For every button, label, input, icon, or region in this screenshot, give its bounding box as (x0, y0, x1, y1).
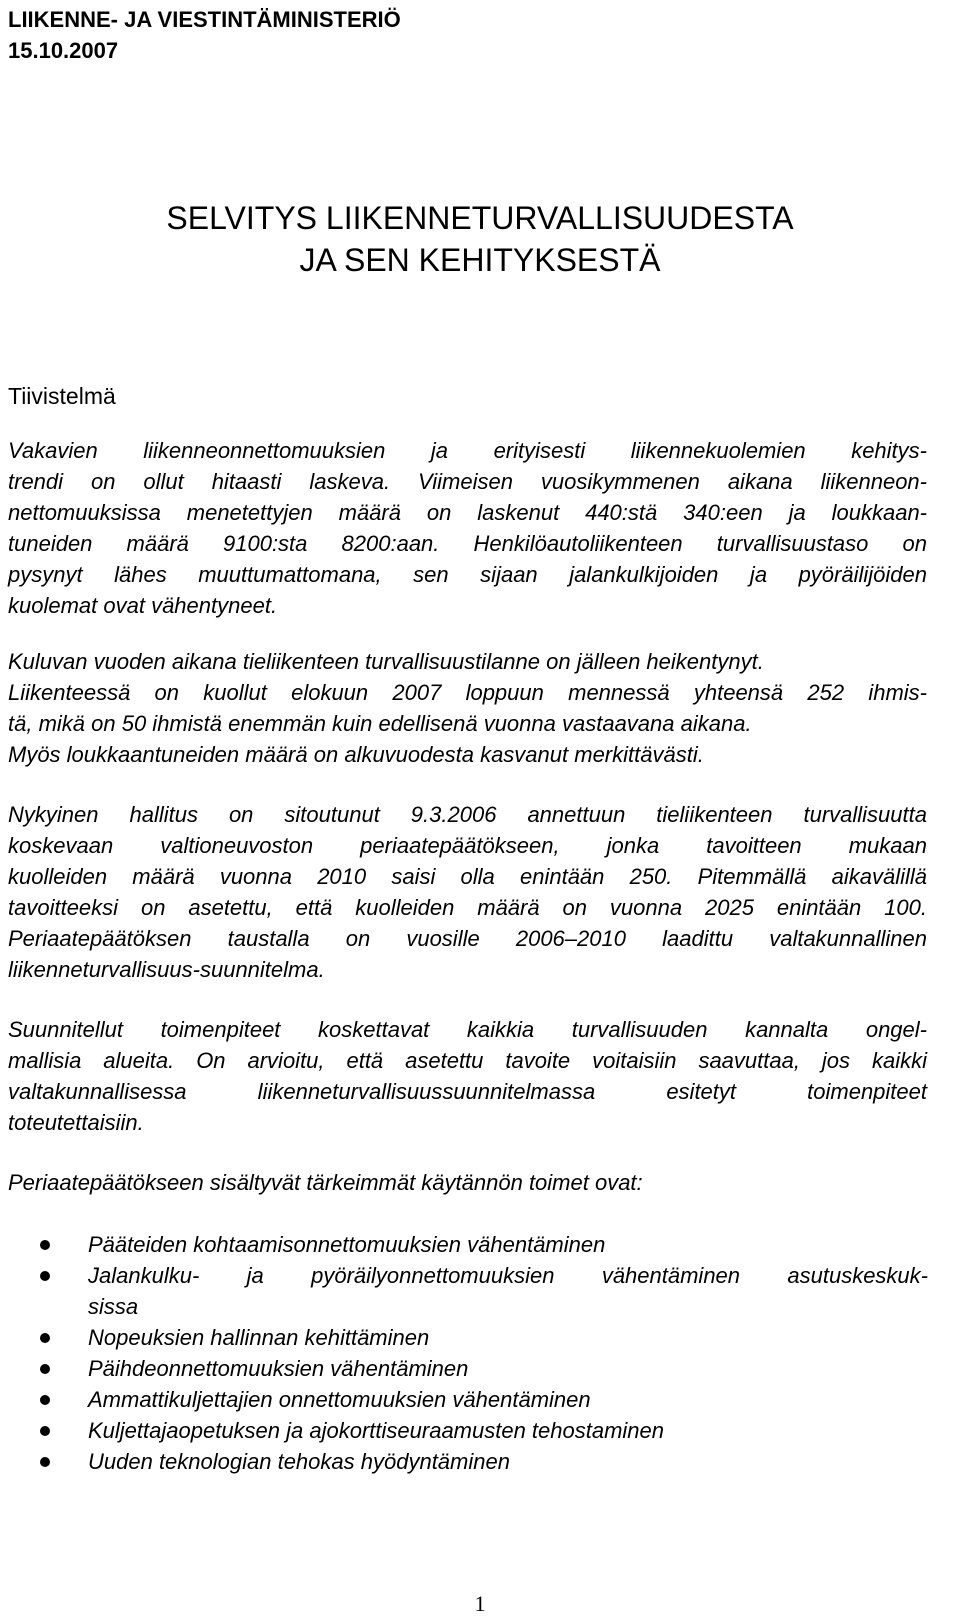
list-item: Kuljettajaopetuksen ja ajokorttiseuraamusten tehostaminen (88, 1418, 665, 1443)
section-heading: Tiivistelmä (8, 383, 116, 409)
bullet-icon (40, 1271, 50, 1281)
bullet-icon (40, 1333, 50, 1343)
paragraph-3-line: Periaatepäätöksen taustalla on vuosille 2006–2010 laadittu valtakunnallinen (8, 926, 927, 951)
list-item: Nopeuksien hallinnan kehittäminen (88, 1325, 430, 1350)
list-item: Pääteiden kohtaamisonnettomuuksien vähentäminen (88, 1232, 606, 1257)
paragraph-2-line: Kuluvan vuoden aikana tieliikenteen turvallisuustilanne on jälleen heikentynyt. (8, 649, 764, 674)
paragraph-1-line: tuneiden määrä 9100:sta 8200:aan. Henkilöautoliikenteen turvallisuustaso on (8, 531, 927, 556)
paragraph-3-line: Nykyinen hallitus on sitoutunut 9.3.2006 annettuun tieliikenteen turvallisuutta (8, 802, 927, 827)
list-item-continuation: sissa (88, 1294, 139, 1319)
ministry-name: LIIKENNE- JA VIESTINTÄMINISTERIÖ (8, 7, 401, 32)
paragraph-3-line: kuolleiden määrä vuonna 2010 saisi olla enintään 250. Pitemmällä aikavälillä (8, 864, 927, 889)
bullet-icon (40, 1426, 50, 1436)
bullet-icon (40, 1457, 50, 1467)
paragraph-2-line: Myös loukkaantuneiden määrä on alkuvuodesta kasvanut merkittävästi. (8, 742, 704, 767)
list-item: Jalankulku- ja pyöräilyonnettomuuksien vähentäminen asutuskeskuk- (88, 1263, 928, 1288)
page-number: 1 (474, 1591, 486, 1616)
paragraph-3-line: koskevaan valtioneuvoston periaatepäätökseen, jonka tavoitteen mukaan (8, 833, 927, 858)
paragraph-1-line: pysynyt lähes muuttumattomana, sen sijaan jalankulkijoiden ja pyöräilijöiden (8, 562, 927, 587)
paragraph-1-line: nettomuuksissa menetettyjen määrä on laskenut 440:stä 340:een ja loukkaan- (8, 500, 927, 525)
list-item: Ammattikuljettajien onnettomuuksien vähentäminen (88, 1387, 591, 1412)
paragraph-3-line: liikenneturvallisuus-suunnitelma. (8, 957, 325, 982)
document-date: 15.10.2007 (8, 38, 119, 63)
bullet-icon (40, 1395, 50, 1405)
paragraph-1-line: Vakavien liikenneonnettomuuksien ja erityisesti liikennekuolemien kehitys- (8, 438, 927, 463)
paragraph-3-line: tavoitteeksi on asetettu, että kuolleiden määrä on vuonna 2025 enintään 100. (8, 895, 927, 920)
paragraph-1-line: kuolemat ovat vähentyneet. (8, 593, 278, 618)
list-item: Uuden teknologian tehokas hyödyntäminen (88, 1449, 510, 1474)
paragraph-4-line: valtakunnallisessa liikenneturvallisuussuunnitelmassa esitetyt toimenpiteet (8, 1079, 927, 1104)
list-intro: Periaatepäätökseen sisältyvät tärkeimmät käytännön toimet ovat: (8, 1170, 643, 1195)
paragraph-2-line: Liikenteessä on kuollut elokuun 2007 loppuun mennessä yhteensä 252 ihmis- (8, 680, 927, 705)
list-item: Päihdeonnettomuuksien vähentäminen (88, 1356, 469, 1381)
bullet-icon (40, 1364, 50, 1374)
bullet-icon (40, 1240, 50, 1250)
paragraph-1-line: trendi on ollut hitaasti laskeva. Viimeisen vuosikymmenen aikana liikenneon- (8, 469, 927, 494)
document-title-line-1: SELVITYS LIIKENNETURVALLISUUDESTA (166, 200, 794, 236)
paragraph-4-line: toteutettaisiin. (8, 1110, 144, 1135)
paragraph-4-line: Suunnitellut toimenpiteet koskettavat kaikkia turvallisuuden kannalta ongel- (8, 1017, 927, 1042)
paragraph-2-line: tä, mikä on 50 ihmistä enemmän kuin edellisenä vuonna vastaavana aikana. (8, 711, 752, 736)
document-title-line-2: JA SEN KEHITYKSESTÄ (299, 242, 661, 278)
paragraph-4-line: mallisia alueita. On arvioitu, että asetettu tavoite voitaisiin saavuttaa, jos kaikki (8, 1048, 927, 1073)
